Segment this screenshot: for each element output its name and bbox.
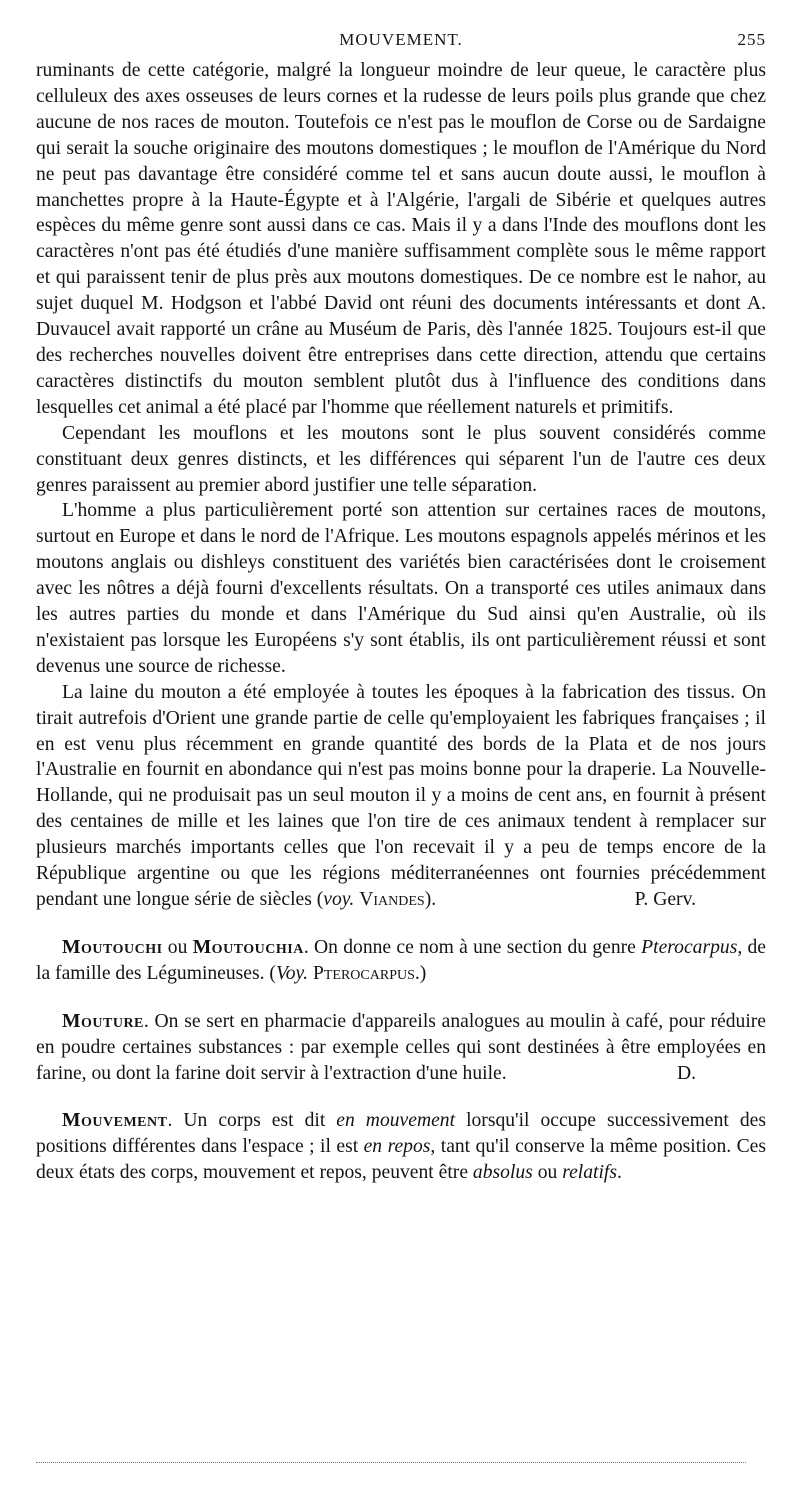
entry-text: . On donne ce nom à une section du genre (303, 936, 642, 958)
entry-close: .) (414, 962, 427, 984)
entry-text-2: lorsqu'il occupe successivement des positions différentes dans l'espace ; il est (36, 1110, 767, 1158)
headword: Mouvement (62, 1110, 168, 1132)
entry-text-2: , de la famille des Légumineuses. ( (36, 936, 766, 984)
running-title: MOUVEMENT. (339, 30, 463, 49)
article-mouton-continued (36, 58, 766, 913)
voy-abbrev: voy. (323, 889, 355, 910)
paragraph-4 (36, 680, 766, 913)
voy-abbrev: Voy. (275, 962, 309, 984)
term-relatifs: relatifs (562, 1162, 617, 1184)
paragraph-3: L'homme a plus particulièrement porté son attention sur certaines races de moutons, surtout en Europe et dans le nord de l'Afrique. Les moutons espagnols appelés mérinos et les moutons anglais ou dishleys constituent des variétés bien caractérisées dont le croisement avec les nôtres a déjà fourni d'excellents résultats. On a transporté ces utiles animaux dans les autres parties du monde et dans l'Amérique du Sud ainsi qu'en Australie, où ils n'existaient pas lorsque les Européens s'y sont établis, ils ont particulièrement réussi et sont devenus une source de richesse. (36, 500, 766, 677)
page-number: 255 (737, 30, 766, 49)
paragraph-2: Cependant les mouflons et les moutons sont le plus souvent considérés comme constituant deux genres distincts, et les différences qui séparent l'un de l'autre ces deux genres paraissent au premier abord justifier une telle séparation. (36, 422, 766, 496)
entry-text: . On se sert en pharmacie d'appareils analogues au moulin à café, pour réduire en poudre certaines substances : par exemple celles qui sont destinées à être employées en farine, ou dont la farine doit servir à l'extraction d'une huile. (36, 1010, 766, 1084)
term-en-repos: en repos (363, 1136, 431, 1158)
entry-moutouchi (36, 935, 766, 987)
paragraph-1: ruminants de cette catégorie, malgré la longueur moindre de leur queue, le caractère plus celluleux des axes osseuses de leurs cornes et la rudesse de leurs poils plus grande que chez aucune de nos races de mouton. Toutefois ce n'est pas le mouflon de Corse ou de Sardaigne qui serait la souche originaire des moutons domestiques ; le mouflon de l'Amérique du Nord ne peut pas davantage être considéré comme tel et sans aucun doute aussi, le mouflon à manchettes propre à la Haute-Égypte et à l'Algérie, l'argali de Sibérie et quelques autres espèces du même genre sont aussi dans ce cas. Mais il y a dans l'Inde des mouflons dont les caractères n'ont pas été étudiés d'une manière suffisamment complète sous le même rapport et qui paraissent tenir de plus près aux moutons domestiques. De ce nombre est le nahor, au sujet duquel M. Hodgson et l'abbé David ont réuni des documents intéressants et dont A. Duvaucel avait rapporté un crâne au Muséum de Paris, dès l'année 1825. Toujours est-il que des recherches nouvelles doivent être entreprises dans cette direction, attendu que certains caractères distinctifs du mouton semblent plutôt dus à l'influence des conditions dans lesquelles cet animal a été placé par l'homme que réellement naturels et primitifs. (36, 60, 766, 418)
entry-text-4: ou (532, 1162, 563, 1184)
genus-name: Pterocarpus (641, 936, 738, 958)
entry-connector: ou (162, 936, 193, 958)
paragraph-4-text: La laine du mouton a été employée à toutes les époques à la fabrication des tissus. On tirait autrefois d'Orient une grande partie de celle qu'employaient les fabriques françaises ; il en est venu plus récemment en grande quantité des bords de la Plata et de nos jours l'Australie en fournit en abondance qui n'est pas moins bonne pour la draperie. La Nouvelle-Hollande, qui ne produisait pas un seul mouton il y a moins de cent ans, en fournit à présent des centaines de mille et les laines que l'on tire de ces animaux tendent à remplacer sur plusieurs marchés importants celles que l'on recevait il y a peu de temps encore de la République argentine ou que les régions méditerranéennes ont fournies précédemment pendant une longue série de siècles ( (36, 681, 766, 910)
author-signature: P. Gerv. (634, 889, 696, 910)
entry-text-5: . (617, 1162, 622, 1184)
entry-mouvement (36, 1108, 766, 1186)
headword: Mouture (62, 1010, 144, 1032)
bleed-through-line (36, 1462, 746, 1463)
cross-reference: Pterocarpus (312, 962, 415, 984)
cross-reference: Viandes (359, 889, 425, 910)
dictionary-page (36, 30, 766, 1186)
term-absolus: absolus (472, 1162, 533, 1184)
headword-variant: Moutouchia (192, 936, 304, 958)
headword: Moutouchi (62, 936, 163, 958)
author-signature: D. (676, 1062, 696, 1084)
entry-text-1: . Un corps est dit (167, 1110, 337, 1132)
entry-text-3: , tant qu'il conserve la même position. Ces deux états des corps, mouvement et repos, peuvent être (36, 1136, 766, 1184)
page-header (36, 30, 766, 58)
paragraph-4-close: ). (424, 889, 437, 910)
term-en-mouvement: en mouvement (336, 1110, 456, 1132)
entry-mouture (36, 1009, 766, 1087)
